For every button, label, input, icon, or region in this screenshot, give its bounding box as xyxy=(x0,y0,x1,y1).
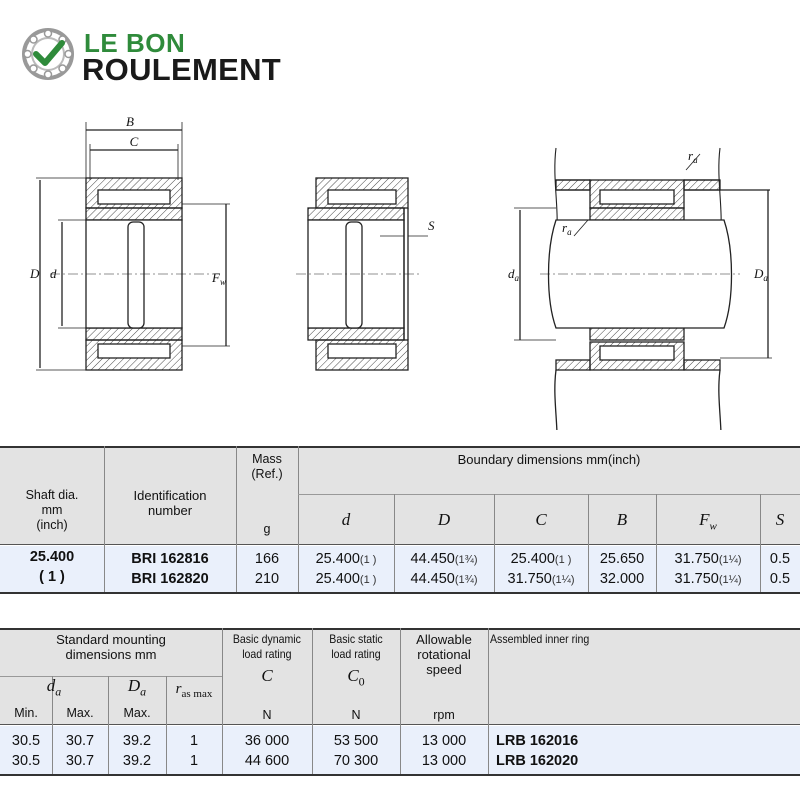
dim-label-Da: $D_a$ xyxy=(754,266,768,283)
row1-D: 44.450(1¾) xyxy=(410,551,478,567)
row2-da-max: 30.7 xyxy=(65,753,95,769)
row2-S: 0.5 xyxy=(769,571,791,587)
row2-mass: 210 xyxy=(254,571,280,587)
shaft-mm-value: 25.400 xyxy=(29,549,75,565)
brand-logo xyxy=(22,26,302,88)
header-mass-unit: g xyxy=(263,522,271,536)
col-D: D xyxy=(437,510,451,529)
col-da: $d_a$ xyxy=(46,676,62,699)
header-allowable-speed: Allowable rotational speed xyxy=(416,632,472,677)
row2-C0: 70 300 xyxy=(333,753,379,769)
col-Fw: $F_w$ xyxy=(699,510,717,533)
row2-speed: 13 000 xyxy=(421,753,467,769)
row2-C: 31.750(1¼) xyxy=(507,571,575,587)
row2-ras: 1 xyxy=(189,753,199,769)
col-d: d xyxy=(341,510,351,529)
row2-B: 32.000 xyxy=(599,571,645,587)
bearing-figure-3 xyxy=(514,148,772,430)
col-max-da: Max. xyxy=(66,706,94,720)
header-mounting-dimensions: Standard mounting dimensions mm xyxy=(56,632,166,662)
dim-label-ra-top: $r_a$ xyxy=(688,148,698,165)
row2-C: 44 600 xyxy=(244,753,290,769)
row2-identification: BRI 162820 xyxy=(131,571,209,587)
row1-speed: 13 000 xyxy=(421,733,467,749)
bearing-figure-2 xyxy=(296,178,428,370)
header-basic-dynamic: Basic dynamic load rating xyxy=(232,632,301,661)
col-C-dynamic: C xyxy=(261,666,273,685)
row1-S: 0.5 xyxy=(769,551,791,567)
header-identification: Identification number xyxy=(133,488,207,518)
dim-label-da: $d_a$ xyxy=(508,266,519,283)
col-min: Min. xyxy=(14,706,38,720)
bearing-cross-section-drawing xyxy=(0,100,800,430)
col-Da: $D_a$ xyxy=(127,676,147,699)
col-B: B xyxy=(616,510,628,529)
dim-label-S: S xyxy=(428,218,435,233)
col-speed-unit: rpm xyxy=(433,708,455,722)
dim-label-ra-bottom: $r_a$ xyxy=(562,220,572,237)
logo-text-bottom: ROULEMENT xyxy=(82,52,282,87)
dim-label-Fw: $F_w$ xyxy=(212,270,226,287)
col-C: C xyxy=(535,510,547,529)
row2-inner-ring: LRB 162020 xyxy=(496,753,579,769)
col-ras-max: $r_{as max}$ xyxy=(175,681,213,700)
bearing-specs-table xyxy=(0,446,800,596)
col-S: S xyxy=(775,510,785,529)
logo-text-top: LE BON xyxy=(84,28,186,58)
row1-Fw: 31.750(1¼) xyxy=(674,551,742,567)
row2-Fw: 31.750(1¼) xyxy=(674,571,742,587)
row1-da-max: 30.7 xyxy=(65,733,95,749)
row1-ras: 1 xyxy=(189,733,199,749)
header-basic-static: Basic static load rating xyxy=(329,632,383,661)
header-mass: Mass (Ref.) xyxy=(251,452,283,481)
bearing-check-icon xyxy=(22,28,74,80)
row1-C: 25.400(1 ) xyxy=(510,551,572,567)
col-C-unit: N xyxy=(262,708,272,722)
row2-D: 44.450(1¾) xyxy=(410,571,478,587)
header-shaft-dia: Shaft dia. mm (inch) xyxy=(25,488,79,532)
dim-label-D: D xyxy=(30,266,40,281)
header-inner-ring: Assembled inner ring xyxy=(490,632,590,646)
dim-label-d: d xyxy=(50,266,57,281)
col-C0-static: $C_0$ xyxy=(347,666,365,689)
row1-C0: 53 500 xyxy=(333,733,379,749)
row1-da-min: 30.5 xyxy=(11,733,41,749)
row1-mass: 166 xyxy=(254,551,280,567)
dim-label-B: B xyxy=(126,114,134,129)
row2-Da-max: 39.2 xyxy=(122,753,152,769)
bearing-figure-1 xyxy=(36,122,230,370)
row1-inner-ring: LRB 162016 xyxy=(496,733,579,749)
row1-identification: BRI 162816 xyxy=(131,551,209,567)
header-boundary-dimensions: Boundary dimensions mm(inch) xyxy=(457,452,641,467)
row1-Da-max: 39.2 xyxy=(122,733,152,749)
row1-B: 25.650 xyxy=(599,551,645,567)
col-max-Da: Max. xyxy=(123,706,151,720)
row1-C: 36 000 xyxy=(244,733,290,749)
shaft-inch-value: ( 1 ) xyxy=(39,569,65,585)
row2-d: 25.400(1 ) xyxy=(315,571,377,587)
col-C0-unit: N xyxy=(351,708,361,722)
row2-da-min: 30.5 xyxy=(11,753,41,769)
mounting-load-table xyxy=(0,628,800,800)
row1-d: 25.400(1 ) xyxy=(315,551,377,567)
dim-label-C: C xyxy=(129,134,139,149)
